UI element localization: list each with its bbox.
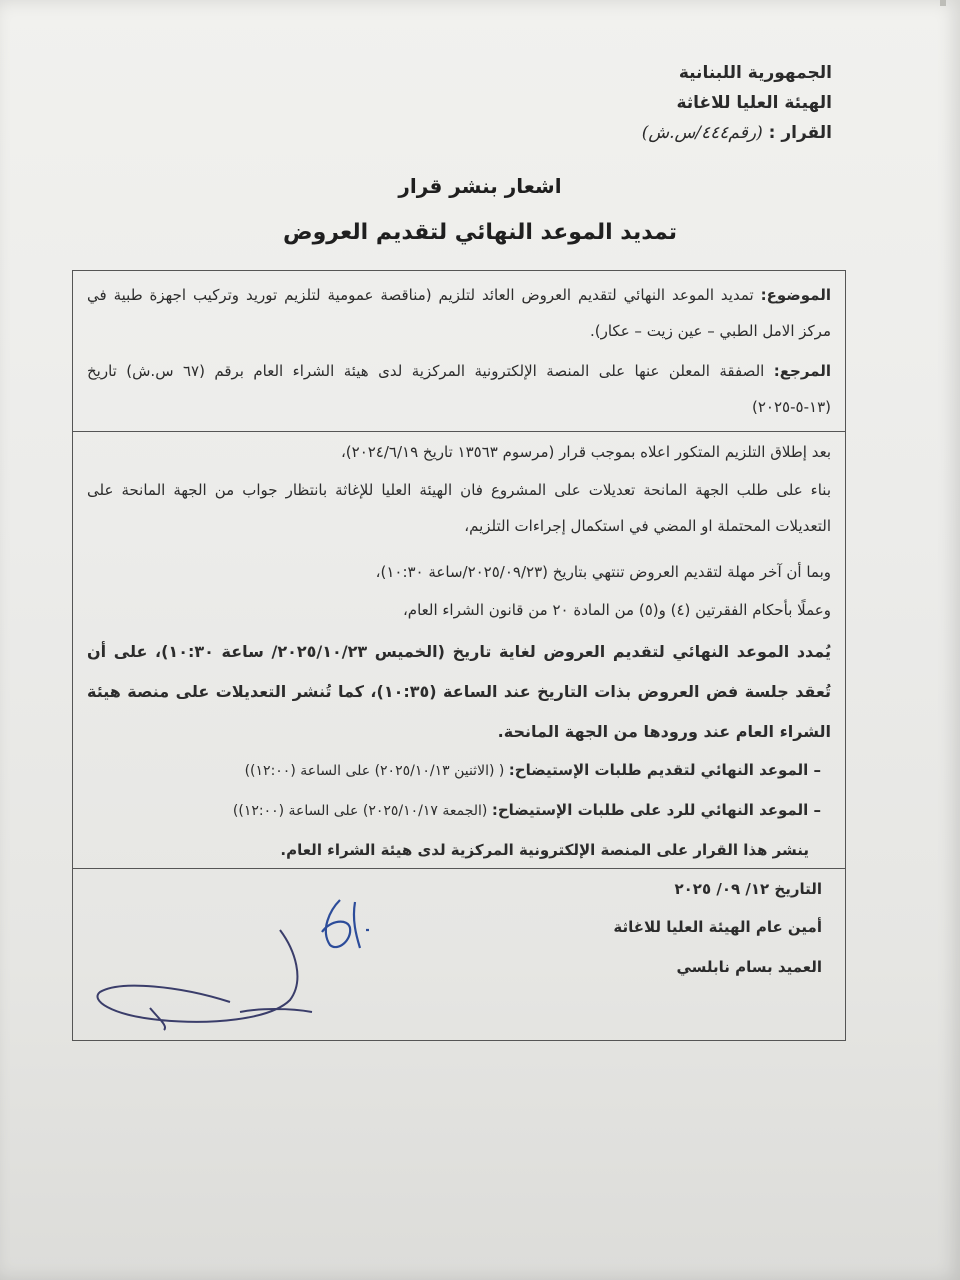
body-box [72,430,846,869]
reference-paragraph [87,353,831,425]
authority-name: الهيئة العليا للاغاثة [676,93,832,113]
decision-number: (رقم٤٤٤/س.ش) [641,123,763,143]
date-value: ١٢/ ٠٩/ ٢٠٢٥ [674,880,770,898]
clarification-deadline [87,752,821,789]
notice-subtitle: تمديد الموعد النهائي لتقديم العروض [283,220,677,245]
handwritten-signature-icon [90,920,320,1040]
subject-label: الموضوع: [760,286,831,304]
subject-paragraph [87,277,831,349]
decision-reference [642,118,832,148]
reference-label: المرجع: [773,362,832,380]
date-label: التاريخ [774,880,822,898]
clarification-deadline-value: ( (الاثنين ٢٠٢٥/١٠/١٣) على الساعة (١٢:٠٠)) [244,763,505,779]
response-deadline-label: – الموعد النهائي للرد على طلبات الإستيضاح: [491,801,821,819]
body-paragraph-2: بناء على طلب الجهة المانحة تعديلات على المشروع فان الهيئة العليا للإغاثة بانتظار جواب من الجهة المانحة على التعديلات المحتملة او المضي في استكمال إجراءات التلزيم، [87,481,831,535]
subject-text: تمديد الموعد النهائي لتقديم العروض العائد لتلزيم (مناقصة عمومية لتلزيم توريد وتركيب اجهزة طبية في مركز الامل الطبي – عين زيت – عكار). [87,286,831,340]
letterhead [642,58,832,148]
subject-box [72,270,846,432]
signature-date [675,880,823,898]
publication-note: ينشر هذا القرار على المنصة الإلكترونية المركزية لدى هيئة الشراء العام. [280,841,809,859]
notice-title: اشعار بنشر قرار [398,174,562,198]
response-deadline-value: (الجمعة ٢٠٢٥/١٠/١٧) على الساعة (١٢:٠٠)) [232,803,488,819]
body-paragraph-3: وبما أن آخر مهلة لتقديم العروض تنتهي بتاريخ (٢٠٢٥/٠٩/٢٣/ساعة ١٠:٣٠)، [375,563,831,581]
republic-name: الجمهورية اللبنانية [678,63,832,83]
body-paragraph-decision: يُمدد الموعد النهائي لتقديم العروض لغاية تاريخ (الخميس ٢٠٢٥/١٠/٢٣/ ساعة ١٠:٣٠)، على أن تُعقد جلسة فض العروض بذات التاريخ عند الساعة (١٠:٣٥)، كما تُنشر التعديلات على منصة هيئة الشراء العام عند ورودها من الجهة المانحة. [87,642,832,741]
body-paragraph-1: بعد إطلاق التلزيم المتكور اعلاه بموجب قرار (مرسوم ١٣٥٦٣ تاريخ ٢٠٢٤/٦/١٩)، [340,443,831,461]
body-paragraph-4: وعملًا بأحكام الفقرتين (٤) و(٥) من المادة ٢٠ من قانون الشراء العام، [402,601,831,619]
clarification-deadline-label: – الموعد النهائي لتقديم طلبات الإستيضاح: [508,761,821,779]
response-deadline [87,792,821,829]
decision-label: القرار : [768,123,832,143]
page-corner [940,0,946,6]
signatory-name: العميد بسام نابلسي [676,958,822,976]
reference-text: الصفقة المعلن عنها على المنصة الإلكترونية المركزية لدى هيئة الشراء العام برقم (٦٧ س.ش) تاريخ (١٣-٥-٢٠٢٥) [87,362,831,416]
signatory-title: أمين عام الهيئة العليا للاغاثة [613,918,822,936]
